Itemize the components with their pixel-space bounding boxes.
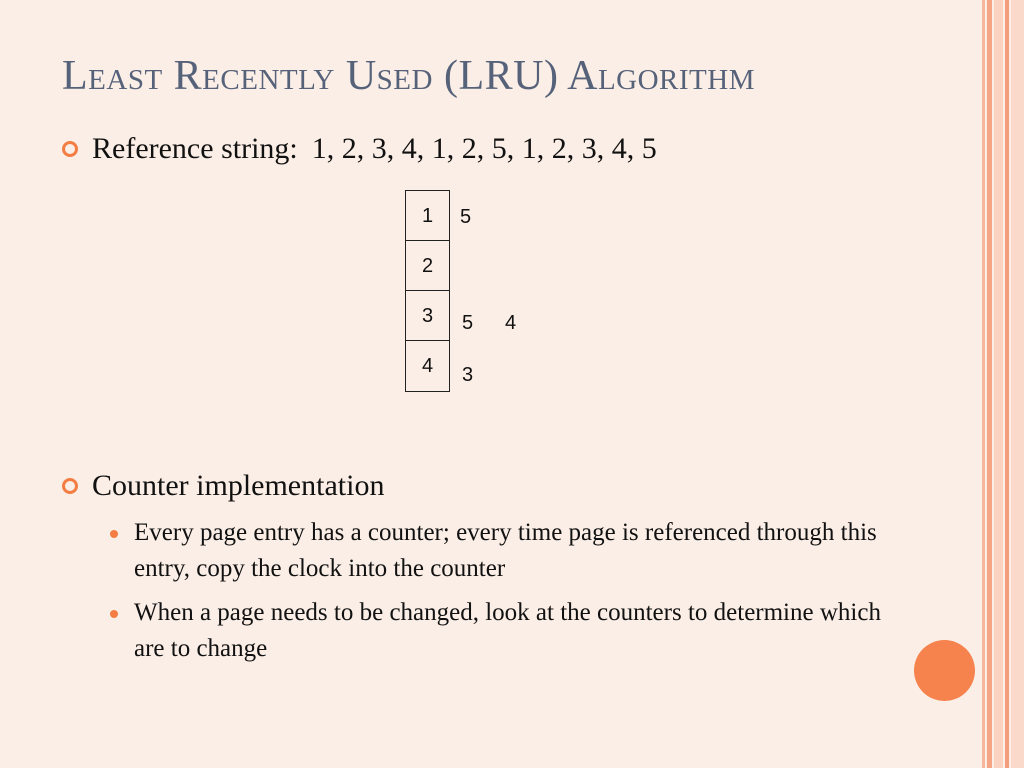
ring-bullet-icon <box>62 141 78 157</box>
sub-bullet-list <box>106 515 886 667</box>
frame-cell: 4 <box>421 355 434 377</box>
decorative-stripe <box>1005 0 1009 768</box>
ring-bullet-icon <box>62 478 78 494</box>
sub-bullet-text: Every page entry has a counter; every time page is referenced through this entry, copy the clock into the counter <box>134 519 877 582</box>
frame-annotation: 5 <box>462 312 474 334</box>
decorative-stripe <box>1011 0 1024 768</box>
decorative-stripe <box>994 0 1003 768</box>
dot-bullet-icon <box>110 530 118 538</box>
reference-string-label: Reference string: <box>92 132 298 165</box>
frame-cell: 2 <box>406 241 449 291</box>
sub-bullet-item <box>106 515 886 587</box>
sub-bullet-item <box>106 595 886 667</box>
frame-annotation: 4 <box>505 312 517 334</box>
frame-cell: 1 <box>406 191 449 241</box>
bullet-reference-string <box>62 132 657 166</box>
frame-table <box>405 190 450 392</box>
frame-annotation: 5 <box>460 206 472 228</box>
dot-bullet-icon <box>110 610 118 618</box>
reference-string-value: 1, 2, 3, 4, 1, 2, 5, 1, 2, 3, 4, 5 <box>311 132 657 165</box>
decorative-circle <box>914 640 975 701</box>
decorative-stripe <box>987 0 992 768</box>
sub-bullet-text: When a page needs to be changed, look at the counters to determine which are to change <box>134 599 881 662</box>
bullet-counter-implementation <box>62 469 384 503</box>
counter-implementation-label: Counter implementation <box>92 469 385 502</box>
decorative-stripe <box>982 0 985 768</box>
frame-cell: 3 <box>406 291 449 341</box>
slide-title: Least Recently Used (LRU) Algorithm <box>62 53 755 99</box>
frame-annotation: 3 <box>462 364 474 386</box>
